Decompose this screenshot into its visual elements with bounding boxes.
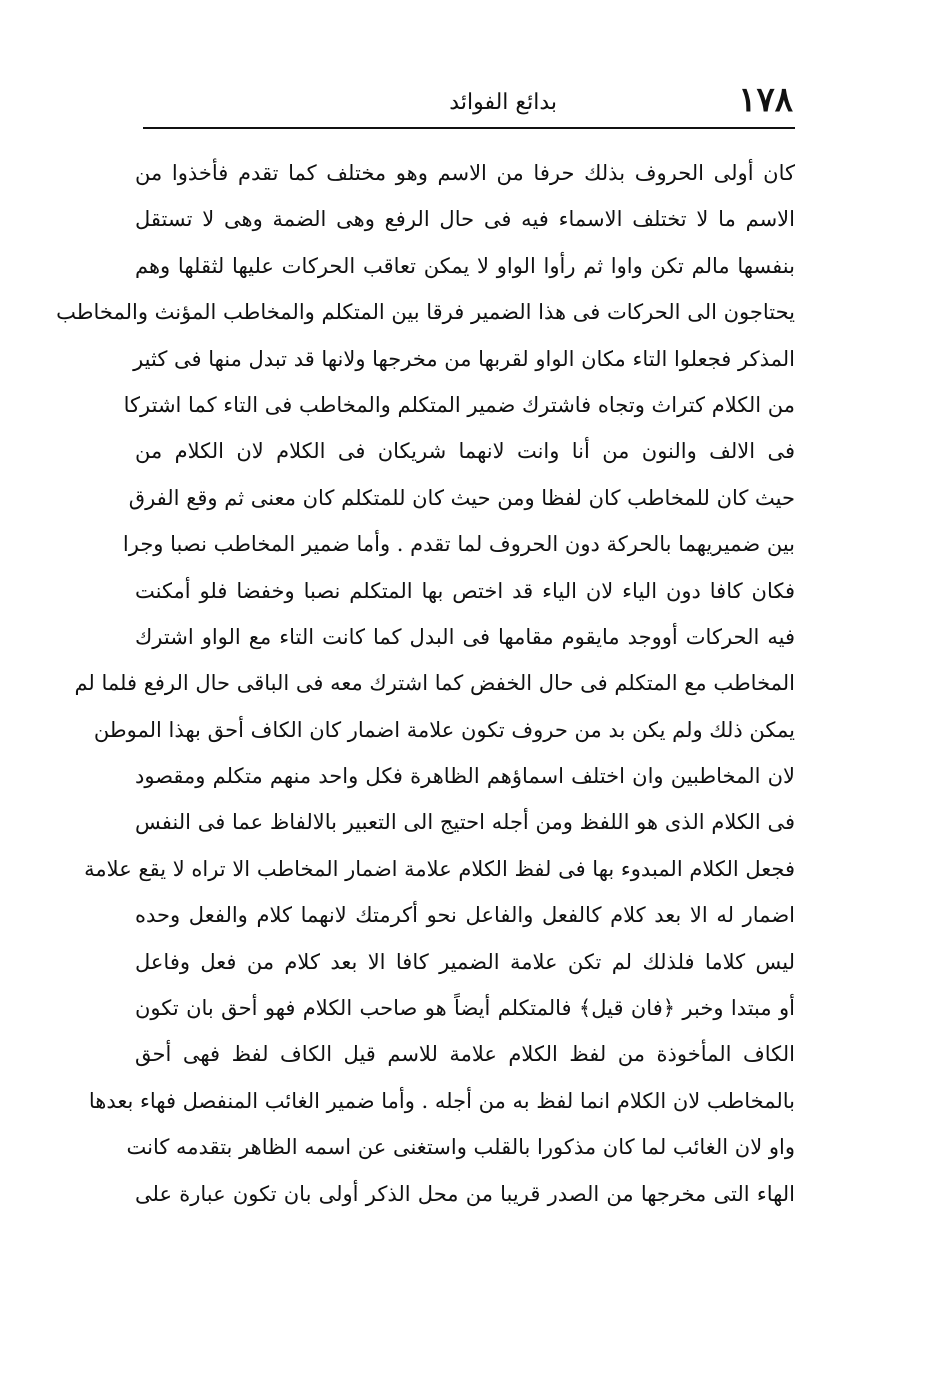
- text-line: من الكلام كتراث وتجاه فاشترك ضمير المتكلم والمخاطب فى التاء كما اشتركا: [123, 392, 795, 417]
- running-title: بدائع الفوائد: [449, 90, 557, 115]
- text-line: فى الكلام الذى هو اللفظ ومن أجله احتيج الى التعبير بالالفاظ عما فى النفس: [135, 810, 795, 835]
- text-line: فجعل الكلام المبدوء بها فى لفظ الكلام علامة اضمار المخاطب الا تراه لا يقع علامة: [84, 856, 795, 881]
- text-line: لان المخاطبين وان اختلف اسماؤهم الظاهرة فكل واحد منهم متكلم ومقصود: [135, 764, 795, 789]
- page-number: ١٧٨: [738, 80, 793, 120]
- text-line: اضمار له الا بعد كلام كالفعل والفاعل نحو أكرمتك لانهما كلام والفعل وحده: [135, 903, 795, 928]
- text-line: حيث كان للمخاطب كان لفظا ومن حيث كان للمتكلم كان معنى ثم وقع الفرق: [128, 485, 795, 510]
- text-line: واو لان الغائب لما كان مذكورا بالقلب واستغنى عن اسمه الظاهر بتقدمه كانت: [126, 1135, 795, 1160]
- text-line: فكان كافا دون الياء لان الياء قد اختص بها المتكلم نصبا وخفضا فلو أمكنت: [135, 578, 795, 603]
- text-line: الكاف المأخوذة من لفظ الكلام علامة للاسم قيل الكاف لفظ فهى أحق: [135, 1042, 795, 1067]
- text-line: كان أولى الحروف بذلك حرفا من الاسم وهو مختلف كما تقدم فأخذوا من: [135, 161, 795, 185]
- body-text: [56, 150, 795, 1217]
- header-rule: [143, 127, 795, 129]
- text-line: فى الالف والنون من أنا وانت لانهما شريكان فى الكلام لان الكلام من: [135, 439, 795, 464]
- text-line: الهاء التى مخرجها من الصدر قريبا من محل الذكر أولى بان تكون عبارة على: [135, 1181, 795, 1206]
- text-line: المخاطب مع المتكلم فى حال الخفض كما اشترك معه فى الباقى حال الرفع فلما لم: [74, 671, 795, 696]
- text-line: ليس كلاما فلذلك لم تكن علامة الضمير كافا الا بعد كلام من فعل وفاعل: [135, 949, 795, 974]
- text-line: بين ضميريهما بالحركة دون الحروف لما تقدم . وأما ضمير المخاطب نصبا وجرا: [122, 532, 795, 557]
- text-line: المذكر فجعلوا التاء مكان الواو لقربها من مخرجها ولانها قد تبدل منها فى كثير: [133, 346, 795, 371]
- page-header: [140, 78, 795, 128]
- text-line: بالمخاطب لان الكلام انما لفظ به من أجله . وأما ضمير الغائب المنفصل فهاء بعدها: [88, 1088, 795, 1113]
- text-line: فيه الحركات أووجد مايقوم مقامها فى البدل كما كانت التاء مع الواو اشترك: [135, 624, 795, 649]
- text-line: يمكن ذلك ولم يكن بد من حروف تكون علامة اضمار كان الكاف أحق بهذا الموطن: [93, 717, 795, 742]
- text-line: بنفسها مالم تكن واوا ثم رأوا الواو لا يمكن تعاقب الحركات عليها لثقلها وهم: [135, 253, 795, 278]
- text-line: أو مبتدا وخبر ﴿فان قيل﴾ فالمتكلم أيضاً هو صاحب الكلام فهو أحق بان تكون: [135, 996, 795, 1021]
- text-line: الاسم ما لا تختلف الاسماء فيه فى حال الرفع وهى الضمة وهى لا تستقل: [135, 207, 795, 232]
- text-line: يحتاجون الى الحركات فى هذا الضمير فرقا بين المتكلم والمخاطب المؤنث والمخاطب: [56, 300, 795, 325]
